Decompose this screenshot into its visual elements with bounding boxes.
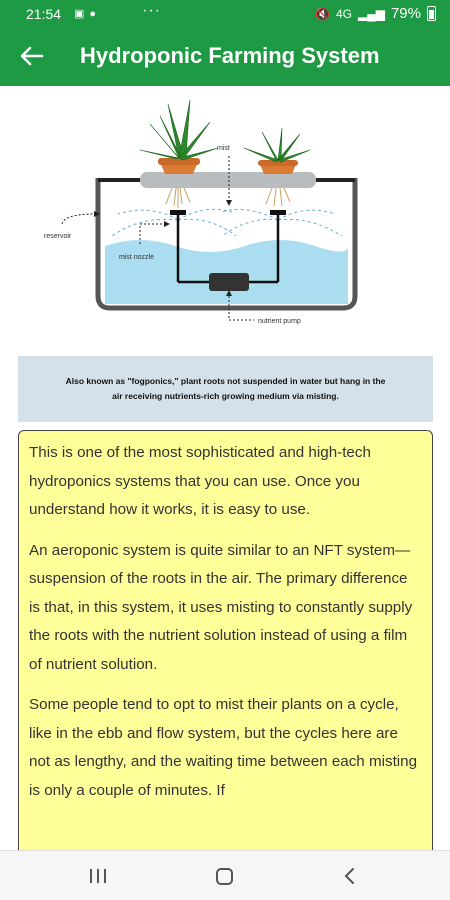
network-type: 4G — [335, 6, 352, 21]
notification-icons — [74, 7, 101, 20]
app-bar — [0, 28, 450, 86]
chevron-left-icon — [343, 866, 357, 886]
status-right — [315, 5, 436, 22]
system-back-button[interactable] — [330, 863, 370, 889]
paragraph: Some people tend to opt to mist their plants on a cycle, like in the ebb and flow system, but the cycles here are not as lengthy, and the waiting time between each misting is only a couple of minutes. If — [29, 696, 418, 799]
page-title: Hydroponic Farming System — [80, 43, 380, 68]
status-time: 21:54 — [26, 6, 62, 22]
content-card — [18, 430, 433, 850]
home-button[interactable] — [204, 863, 244, 889]
mute-icon: 🔇 — [315, 6, 330, 21]
caption-box — [18, 356, 433, 422]
battery-icon — [427, 6, 436, 21]
recents-icon — [90, 869, 106, 883]
status-bar — [0, 0, 450, 28]
pump-label: nutrient pump — [258, 318, 301, 325]
home-icon — [216, 868, 233, 885]
battery-percent: 79% — [390, 5, 421, 22]
back-arrow-icon[interactable] — [18, 42, 48, 72]
paragraph: An aeroponic system is quite similar to an NFT system—suspension of the roots in the air. The primary difference is that, in this system, it uses misting to constantly supply the roots with the nutrient solution instead of using a film of nutrient solution. — [29, 541, 413, 673]
paragraph: This is one of the most sophisticated and high-tech hydroponics systems that you can use. Once you understand how it works, it is easy to use. — [29, 444, 371, 518]
more-notifications-icon: ··· — [142, 2, 161, 19]
aeroponics-diagram — [0, 86, 450, 348]
caption-text: Also known as "fogponics," plant roots not suspended in water but hang in the air receiving nutrients-rich growing medium via misting. — [65, 376, 386, 401]
chat-icon: ● — [89, 8, 102, 20]
mist-label: mist — [217, 145, 230, 152]
nozzle-label: mist nozzle — [119, 254, 155, 261]
image-icon: ▣ — [74, 8, 90, 20]
recents-button[interactable] — [78, 863, 118, 889]
signal-icon: ▂▄▆ — [358, 6, 385, 21]
reservoir-label: reservoir — [44, 233, 72, 240]
system-nav-bar — [0, 850, 450, 900]
